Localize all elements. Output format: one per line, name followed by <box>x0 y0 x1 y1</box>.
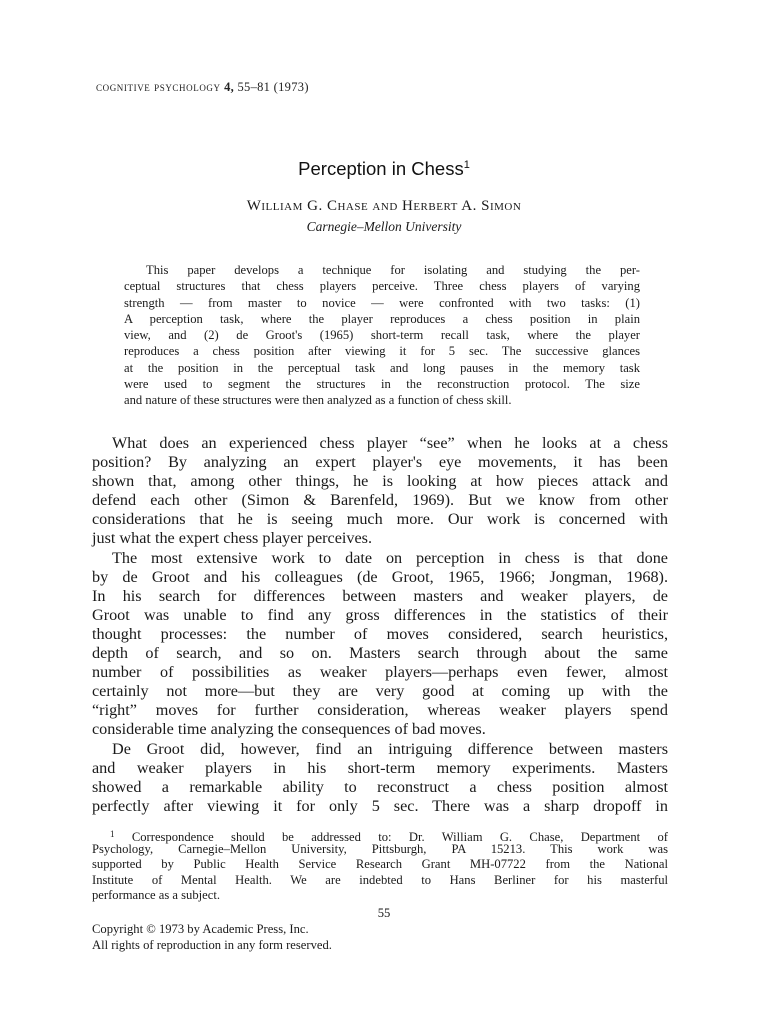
body-line: In his search for differences between masters and weaker players, de <box>92 586 668 605</box>
author-affiliation: Carnegie–Mellon University <box>306 219 462 234</box>
abstract-line: A perception task, where the player reproduces a chess position in plain <box>124 311 640 326</box>
abstract-line: reproduces a chess position after viewing it for 5 sec. The successive glances <box>124 344 640 359</box>
body-line: number of possibilities as weaker players—perhaps even fewer, almost <box>92 663 668 682</box>
abstract-line: at the position in the perceptual task and long pauses in the memory task <box>124 360 640 375</box>
abstract-line: view, and (2) de Groot's (1965) short-term recall task, where the player <box>124 328 640 343</box>
body-line: shown that, among other things, he is looking at how pieces attack and <box>92 472 668 491</box>
abstract-line: were used to segment the structures in the reconstruction protocol. The size <box>124 377 640 392</box>
body-line: thought processes: the number of moves considered, search heuristics, <box>92 624 668 643</box>
body-line: defend each other (Simon & Barenfeld, 1969). But we know from other <box>92 491 668 510</box>
footnote-line: supported by Public Health Service Research Grant MH-07722 from the National <box>92 857 668 872</box>
page-number: 55 <box>377 906 391 920</box>
body-line: perfectly after viewing it for only 5 sec. There was a sharp dropoff in <box>92 796 668 815</box>
body-line: considerations that he is seeing much more. Our work is concerned with <box>92 510 668 529</box>
paper-authors: William G. Chase and Herbert A. Simon <box>246 198 522 214</box>
abstract-line: and nature of these structures were then analyzed as a function of chess skill. <box>124 393 512 408</box>
journal-volume: 4, <box>224 80 235 94</box>
abstract-line: ceptual structures that chess players perceive. Three chess players of varying <box>124 279 640 294</box>
footnote-line <box>92 827 668 842</box>
abstract-line: strength — from master to novice — were confronted with two tasks: (1) <box>124 295 640 310</box>
body-line: De Groot did, however, find an intriguing difference between masters <box>112 739 668 758</box>
journal-pages-year: 55–81 (1973) <box>237 80 309 94</box>
body-line: certainly not more—but they are very good at coming up with the <box>92 682 668 701</box>
body-line: by de Groot and his colleagues (de Groot, 1965, 1966; Jongman, 1968). <box>92 567 668 586</box>
footnote-line: Institute of Mental Health. We are indebted to Hans Berliner for his masterful <box>92 872 668 887</box>
body-line: The most extensive work to date on perception in chess is that done <box>112 548 668 567</box>
body-line: “right” moves for further consideration, whereas weaker players spend <box>92 701 668 720</box>
body-line: depth of search, and so on. Masters search through about the same <box>92 644 668 663</box>
body-text <box>92 434 668 816</box>
abstract-line: This paper develops a technique for isolating and studying the per- <box>146 263 640 277</box>
footnote-line: Psychology, Carnegie–Mellon University, Pittsburgh, PA 15213. This work was <box>92 842 668 857</box>
paper-title <box>0 158 768 180</box>
abstract <box>124 262 640 409</box>
copyright-notice <box>92 922 332 953</box>
footnote-line-text: Correspondence should be addressed to: Dr. William G. Chase, Department of <box>131 830 668 844</box>
footnote-line: performance as a subject. <box>92 887 220 902</box>
journal-name: cognitive psychology <box>96 80 221 94</box>
body-line: position? By analyzing an expert player's eye movements, it has been <box>92 453 668 472</box>
copyright-line: All rights of reproduction in any form reserved. <box>92 937 332 952</box>
body-line: and weaker players in his short-term memory experiments. Masters <box>92 758 668 777</box>
footnote <box>92 827 668 903</box>
body-line: showed a remarkable ability to reconstruct a chess position almost <box>92 777 668 796</box>
body-line: considerable time analyzing the consequences of bad moves. <box>92 720 486 739</box>
body-line: just what the expert chess player perceives. <box>92 529 373 548</box>
title-footnote-mark: 1 <box>463 159 470 171</box>
footnote-mark: 1 <box>110 829 115 839</box>
body-line: Groot was unable to find any gross differences in the statistics of their <box>92 605 668 624</box>
running-header <box>96 80 309 95</box>
body-line: What does an experienced chess player “see” when he looks at a chess <box>112 434 668 452</box>
copyright-line: Copyright © 1973 by Academic Press, Inc. <box>92 922 309 936</box>
paper-title-text: Perception in Chess <box>298 158 464 179</box>
